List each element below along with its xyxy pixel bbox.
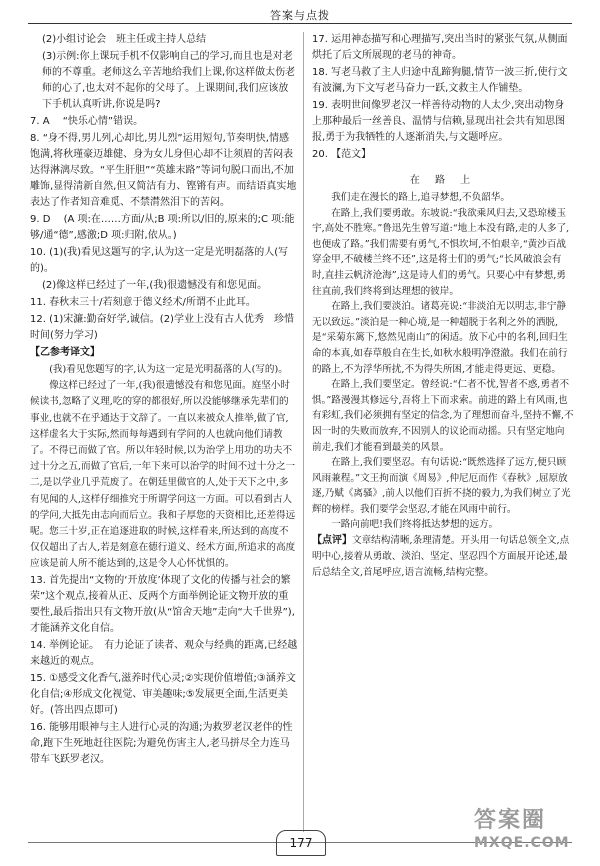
right-column xyxy=(312,32,574,583)
commentary xyxy=(312,533,574,582)
answer-block: 13. 首先提出“文物的‘开放度’体现了文化的传播与社会的繁荣”这个观点,接着从正、反两个方面举例论证文物开放的重要性,最后指出只有文物开放(从“馆舍天地”走向“大千世界”),才能涵养文化自信。 xyxy=(30,574,295,634)
translation-heading: 【乙参考译文】 xyxy=(30,347,100,358)
answer-block: 7. A “快乐心情”错误。 xyxy=(30,116,144,127)
page-header xyxy=(0,0,600,26)
answer-block: (3)示例:你上课玩手机不仅影响自己的学习,而且也是对老师的不尊重。老师这么辛苦地给我们上课,你这样做太伤老师的心了,也太对不起你的父母了。上课期间,我们应该放下手机认真听讲,你说是吗? xyxy=(42,51,296,110)
header-title: 答案与点拨 xyxy=(270,9,330,22)
essay-paragraph: 在路上,我们要淡泊。诸葛亮说:“非淡泊无以明志,非宁静无以致远。”淡泊是一种心境,是一种超脱于名利之外的洒脱,是“采菊东篱下,悠然见南山”的闲适。放下心中的名利,回归生命的本真,如春草般自在生长,如秋水般明净澄澈。我们在前行的路上,不为浮华所扰,不为得失所困,才能走得更远、更稳。 xyxy=(312,301,568,375)
commentary-tag: 【点评】 xyxy=(312,535,352,547)
answer-block: 9. D (A 项:在……方面/从;B 项:所以/旧的,原来的;C 项:能够/通“德”,感激;D 项:归附,依从。) xyxy=(30,214,295,241)
answer-block: 10. (1)(我)看见这题写的字,认为这一定是光明磊落的人(写的)。 xyxy=(30,247,289,274)
translation-line: 像这样已经过了一年,(我)很遗憾没有和您见面。庭坚小时候读书,忽略了义理,吃的穿的都很好,所以没能够继承先辈们的事业,也就不在乎通达于文辞了。一直以来被众人推举,做了官,这样虚名大于实际,然而每每遇到有学问的人也就向他们请教了。不得已而做了官。所以年轻时候,以为治学上用功的功夫不过十分之五,而做了官后,一年下来可以治学的时间不过十分之一二,是以学业几乎荒废了。在朝廷里做官的人,处于天下之中,多有见闻的人,这样仔细推究于所谓学问这一方面。可以看到古人的学问,大抵先由志向而后立。我和子厚您的天资相比,还差得远呢。您三十岁,正在追逐进取的时候,这样看来,所达到的高度不仅仅超出了古人,若是刻意在德行道义、经术方面,所追求的高度应该是前人所不能达到的,这是令人心怀忧惧的。 xyxy=(30,380,296,570)
column-divider xyxy=(303,32,304,832)
watermark-text-cn: 答案圈 xyxy=(474,808,547,833)
left-column xyxy=(30,32,298,769)
answer-block: 16. 能够用眼神与主人进行心灵的沟通;为救罗老汉老伴的性命,跑下生死地赶往医院;为避免伤害主人,老马拼尽全力连马带车飞跃罗老汉。 xyxy=(30,721,293,765)
translation-line: (我)看见您题写的字,认为这一定是光明磊落的人(写的)。 xyxy=(49,364,288,375)
answer-block: (2)小组讨论会 班主任或主持人总结 xyxy=(42,34,207,45)
essay-title: 在 路 上 xyxy=(409,175,477,186)
commentary-text: 文章结构清晰,条理清楚。开头用一句话总领全文,点明中心,接着从勇敢、淡泊、坚定、坚忍四个方面展开论述,最后总结全文,首尾呼应,语言流畅,结构完整。 xyxy=(312,535,570,579)
answer-block: 18. 写老马救了主人归途中乱蹄狗腿,情节一波三折,使行文有波澜,为下文写老马奋力一跃,文救主人作铺垫。 xyxy=(312,67,568,94)
header-rule xyxy=(28,23,572,24)
answer-block: 11. 春秋末三十/若刻意于德义经术/所谓不止此耳。 xyxy=(30,297,256,308)
essay-label: 20. 【范文】 xyxy=(312,149,372,160)
answer-block: 12. (1)宋濂:勤奋好学,诚信。(2)学业上没有古人优秀 珍惜时间(努力学习) xyxy=(30,314,294,341)
answer-block: 17. 运用神态描写和心理描写,突出当时的紧张气氛,从侧面烘托了后文所展现的老马的神奇。 xyxy=(312,34,568,61)
essay-paragraph: 我们走在漫长的路上,追寻梦想,不负韶华。 xyxy=(331,192,510,203)
page-number: 177 xyxy=(276,830,326,856)
answer-block: 8. “身不得,男儿列,心却比,男儿烈”运用短句,节奏明快,情感饱满,将秋瑾豪迈雄健、身为女儿身但心却不让须眉的苦闷表达得淋漓尽致。“平生肝胆”“英雄末路”等词句脱口而出,不加雕饰,显得清新自然,但又简洁有力、铿锵有声。而结语真实地表达了作者知音难觅、不禁潸然泪下的苦闷。 xyxy=(30,133,297,208)
essay-paragraph: 在路上,我们要坚定。曾经说:“仁者不忧,智者不惑,勇者不惧。”路漫漫其修远兮,吾将上下而求索。前进的路上有风雨,也有彩虹,我们必须拥有坚定的信念,为了理想而奋斗,坚持不懈,不因一时的失败而放弃,不因别人的议论而动摇。只有坚定地向前走,我们才能看到最美的风景。 xyxy=(312,379,574,453)
answer-block: 14. 举例论证。 有力论证了读者、观众与经典的距离,已经越来越近的观点。 xyxy=(30,639,298,667)
essay-paragraph: 在路上,我们要坚忍。有句话说:“既然选择了远方,便只顾风雨兼程。”文王拘而演《周易》,仲尼厄而作《春秋》,屈原放逐,乃赋《离骚》,前人以他们百折不挠的毅力,为我们树立了光辉的榜样。我们要学会坚忍,才能在风雨中前行。 xyxy=(312,457,571,515)
essay-paragraph: 一路向前吧!我们终将抵达梦想的远方。 xyxy=(331,519,499,531)
essay-paragraph: 在路上,我们要勇敢。东坡说:“我欲乘风归去,又恐琼楼玉宇,高处不胜寒。”鲁迅先生曾写道:“地上本没有路,走的人多了,也便成了路。”我们需要有勇气,不惧坎坷,不怕艰辛,“黄沙百战穿金甲,不破楼兰终不还”,这是将士们的勇气;“长风破浪会有时,直挂云帆济沧海”,这是诗人们的勇气。只要心中有梦想,勇往直前,我们终将到达理想的彼岸。 xyxy=(312,207,570,297)
answer-block: 19. 表明世间像罗老汉一样善待动物的人太少,突出动物身上那种最后一丝善良、温情与信赖,显现出社会共有知思图报,勇于为我牺牲的人逐渐消失,与文题呼应。 xyxy=(312,100,566,143)
answer-block: (2)像这样已经过了一年,(我)很遗憾没有和您见面。 xyxy=(42,280,268,291)
watermark-text-en: MXQE.COM xyxy=(474,835,570,851)
answer-block: 15. ①感受文化香气,滋养时代心灵;②实现价值增值;③涵养文化自信;④形成文化视觉、审美趣味;⑤发展更全面,生活更美好。(答出四点即可) xyxy=(30,672,296,716)
watermark xyxy=(474,808,594,858)
